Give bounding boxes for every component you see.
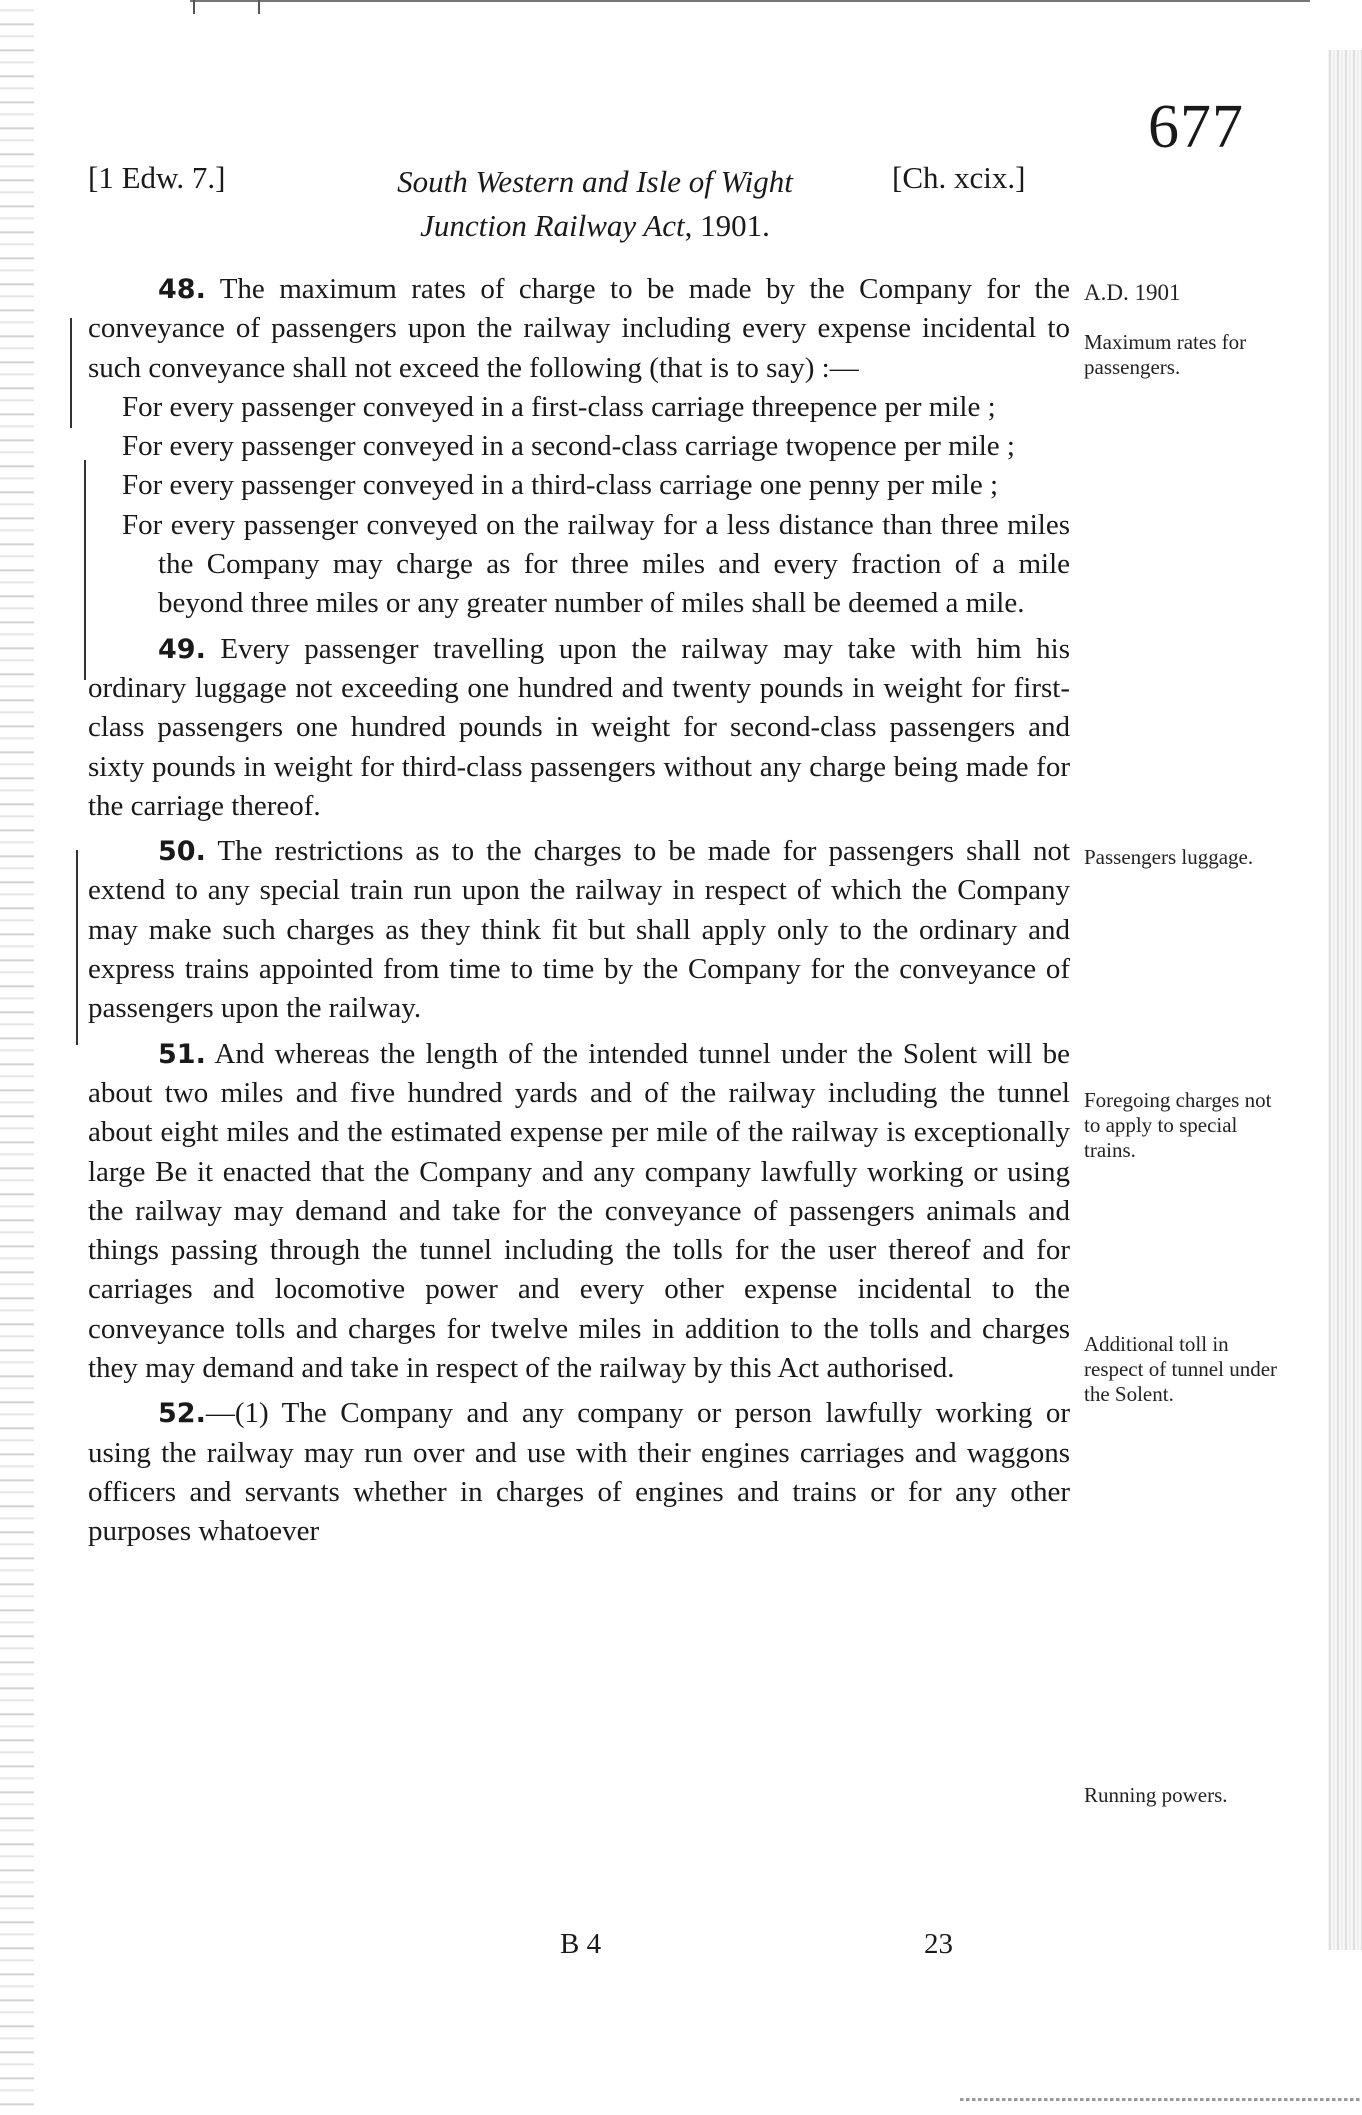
section-49 xyxy=(88,630,1070,826)
section-number: 51. xyxy=(158,1038,206,1070)
signature-mark: B 4 xyxy=(560,1928,602,1960)
section-text: —(1) The Company and any company or person lawfully working or using the railway may run over and use with their engines carriages and waggons officers and servants whether in charges of engines and trains or for any other purposes whatoever xyxy=(88,1397,1070,1548)
scan-right-edge xyxy=(1328,50,1362,1950)
marginal-note-48: Maximum rates for passengers. xyxy=(1084,330,1247,379)
section-52 xyxy=(88,1394,1070,1551)
margin-bar xyxy=(70,318,72,428)
section-50 xyxy=(88,832,1070,1028)
section-text: Every passenger travelling upon the railway may take with him his ordinary luggage not exceeding one hundred and twenty pounds in weight for first-class passengers one hundred pounds in weight for second-class passengers and sixty pounds in weight for third-class passengers without any charge being made for the carriage thereof. xyxy=(88,632,1070,822)
section-text: The restrictions as to the charges to be made for passengers shall not extend to any special train run upon the railway in respect of which the Company may make such charges as they think fit but shall apply only to the ordinary and express trains appointed from time to time by the Company for the conveyance of passengers upon the railway. xyxy=(88,835,1071,1025)
rate-item: For every passenger conveyed in a first-class carriage threepence per mile ; xyxy=(122,390,996,423)
section-51 xyxy=(88,1035,1070,1389)
top-rule xyxy=(190,0,1310,2)
margin-bar xyxy=(76,850,78,1045)
header-title-line1: South Western and Isle of Wight xyxy=(397,164,793,199)
section-text: And whereas the length of the intended tunnel under the Solent will be about two miles and five hundred yards and of the railway including the tunnel about eight miles and the estimated expense per mile of the railway is exceptionally large Be it enacted that the Company and any company lawfully working or using the railway may demand and take for the conveyance of passengers animals and things passing through the tunnel including the tolls for the user thereof and for carriages and locomotive power and every other expense incidental to the conveyance tolls and charges for twelve miles in addition to the tolls and charges they may demand and take in respect of the railway by this Act authorised. xyxy=(88,1037,1070,1385)
header-chapter: [Ch. xcix.] xyxy=(892,160,1026,195)
header-title-italic: Junction Railway Act xyxy=(420,208,685,243)
margin-bar xyxy=(84,460,86,680)
header-title-line2 xyxy=(350,204,840,248)
marginal-note-49: Passengers luggage. xyxy=(1084,845,1254,869)
section-48 xyxy=(88,270,1070,388)
marginal-note-52: Running powers. xyxy=(1084,1783,1228,1807)
section-number: 48. xyxy=(158,274,206,305)
body-text xyxy=(88,270,1070,1552)
section-number: 52. xyxy=(158,1398,206,1430)
section-number: 49. xyxy=(158,633,206,665)
rate-item: For every passenger conveyed on the railway for a less distance than three miles the Company may charge as for three miles and every fraction of a mile beyond three miles or any greater number of miles shall be deemed a mile. xyxy=(122,508,1070,620)
header-act-title xyxy=(350,160,840,248)
bottom-rule xyxy=(960,2098,1360,2101)
scan-left-edge xyxy=(0,0,34,2115)
top-tick xyxy=(193,0,195,14)
top-tick xyxy=(258,0,260,14)
marginal-note-51: Additional toll in respect of tunnel under the Solent. xyxy=(1084,1332,1278,1406)
page-number: 677 xyxy=(1148,93,1244,161)
header-title-year: , 1901. xyxy=(684,208,770,243)
section-text: The maximum rates of charge to be made by the Company for the conveyance of passengers upon the railway including every expense incidental to such conveyance shall not exceed the following (that is to say) :— xyxy=(88,273,1070,384)
section-number: 50. xyxy=(158,836,206,868)
rate-item: For every passenger conveyed in a second-class carriage twopence per mile ; xyxy=(122,430,1015,463)
rate-item: For every passenger conveyed in a third-class carriage one penny per mile ; xyxy=(122,469,999,502)
folio-number: 23 xyxy=(924,1928,953,1960)
marginal-note-50: Foregoing charges not to apply to special trains. xyxy=(1084,1088,1272,1162)
header-regnal-year: [1 Edw. 7.] xyxy=(88,160,226,195)
margin-year: A.D. 1901 xyxy=(1084,280,1181,305)
